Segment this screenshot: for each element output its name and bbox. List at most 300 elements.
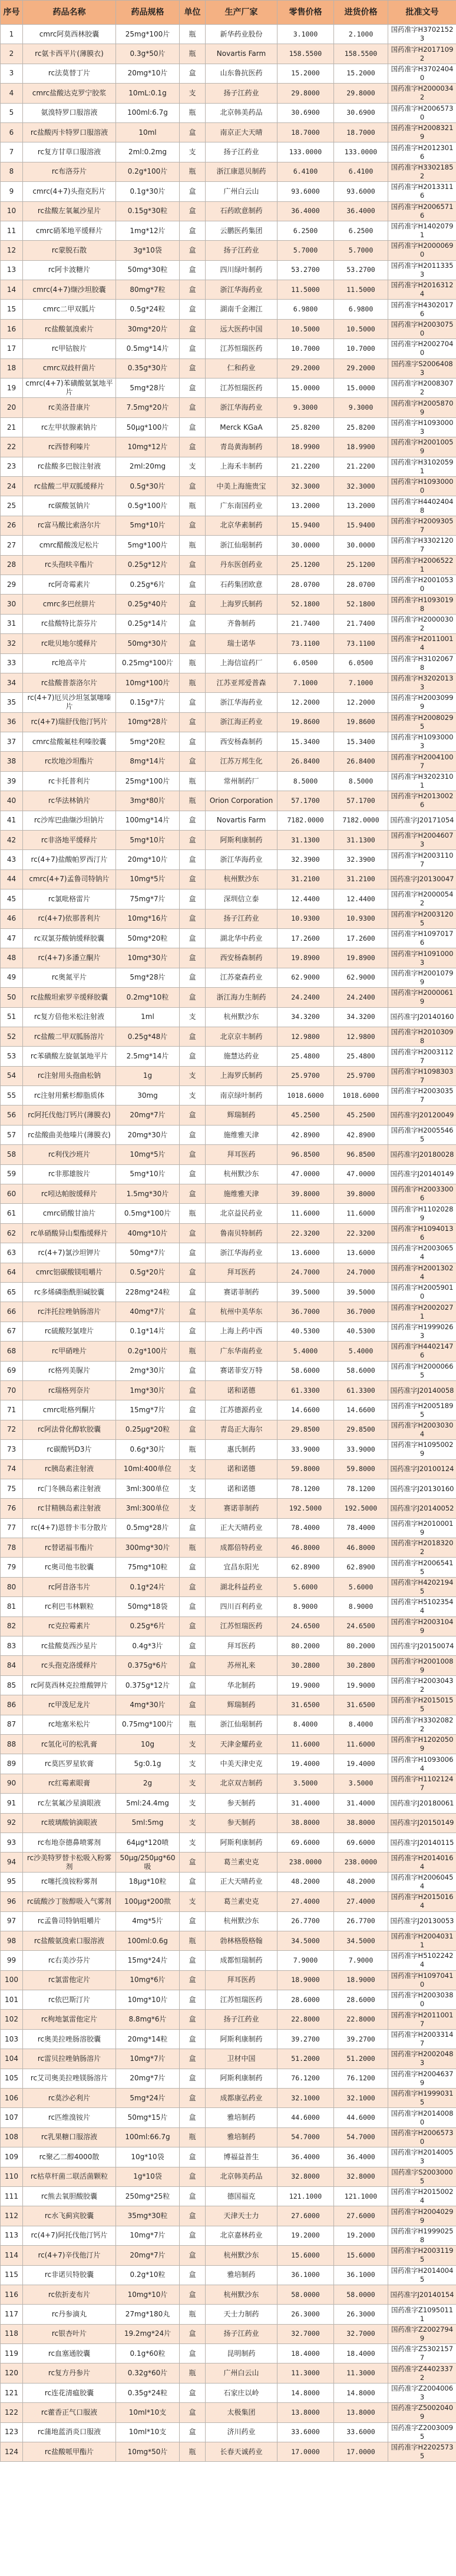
drug-spec-cell: 75mg*7片 [116,889,180,909]
drug-name-cell: rc盐酸曲美他嗪片(薄膜衣) [23,1125,116,1144]
manufacturer-cell: 长春天诚药业 [206,2442,277,2462]
row-index-cell: 120 [1,2363,23,2383]
manufacturer-cell: 扬子江药业 [206,241,277,260]
approval-number-cell: 国药准字H10970410 [388,1970,456,1990]
table-row [1,752,456,771]
unit-cell: 盒 [180,889,206,909]
row-index-cell: 9 [1,182,23,201]
table-row [1,1774,456,1793]
manufacturer-cell: 青岛黄海制药 [206,437,277,457]
row-index-cell: 7 [1,142,23,162]
retail-price-cell: 39.8000 [277,1184,334,1204]
approval-number-cell: 国药准字H20040299 [388,2206,456,2226]
table-row [1,1951,456,1970]
unit-cell: 支 [180,1813,206,1833]
drug-spec-cell: 19.2mg*24片 [116,2324,180,2343]
table-row [1,1911,456,1931]
unit-cell: 盒 [180,182,206,201]
row-index-cell: 29 [1,575,23,594]
table-row [1,653,456,673]
unit-cell: 支 [180,1754,206,1774]
manufacturer-cell: 广东华南药业 [206,1342,277,1361]
purchase-price-cell: 45.2500 [334,1106,388,1125]
drug-name-cell: rc(4+7)盐酸帕罗西汀片 [23,850,116,869]
retail-price-cell: 19.8900 [277,948,334,968]
drug-name-cell: rc丹参滴丸 [23,2305,116,2324]
purchase-price-cell: 39.2700 [334,2029,388,2049]
table-row [1,1184,456,1204]
drug-spec-cell: 2mg*30片 [116,1361,180,1380]
approval-number-cell: 国药准字H20183202 [388,1538,456,1558]
approval-number-cell: 国药准字H20123016 [388,142,456,162]
retail-price-cell: 61.3300 [277,1380,334,1400]
approval-number-cell: 国药准字H11020289 [388,1204,456,1223]
retail-price-cell: 10.7000 [277,339,334,358]
unit-cell: 盒 [180,1106,206,1125]
drug-spec-cell: 3ml:300单位 [116,1499,180,1518]
drug-spec-cell: 250mg*25粒 [116,2186,180,2206]
retail-price-cell: 17.0000 [277,2442,334,2462]
drug-spec-cell: 0.5mg*28片 [116,1518,180,1538]
purchase-price-cell: 29.2000 [334,358,388,378]
drug-name-cell: rc阿奇霉素片 [23,575,116,594]
retail-price-cell: 19.2000 [277,2226,334,2245]
table-row [1,476,456,496]
table-row [1,2246,456,2265]
approval-number-cell: 国药准字H20110017 [388,2010,456,2029]
table-row [1,25,456,44]
row-index-cell: 109 [1,2147,23,2167]
table-row [1,1459,456,1479]
drug-spec-cell: 4mg*5片 [116,1911,180,1931]
approval-number-cell: 国药准字H20020483 [388,2049,456,2069]
row-index-cell: 6 [1,122,23,142]
unit-cell: 瓶 [180,653,206,673]
manufacturer-cell: 云鹏医药集团 [206,221,277,240]
drug-name-cell: rc水飞蓟宾胶囊 [23,2206,116,2226]
retail-price-cell: 96.8500 [277,1145,334,1164]
unit-cell: 盒 [180,1558,206,1577]
retail-price-cell: 12.9800 [277,1027,334,1046]
manufacturer-cell: 新华药业股份 [206,25,277,44]
purchase-price-cell: 6.2500 [334,221,388,240]
drug-spec-cell: 0.25g*12片 [116,555,180,575]
retail-price-cell: 17.2600 [277,928,334,948]
table-row [1,44,456,64]
retail-price-cell: 11.6000 [277,1734,334,1754]
purchase-price-cell: 54.7000 [334,2127,388,2147]
purchase-price-cell: 44.6000 [334,2108,388,2127]
unit-cell: 支 [180,1794,206,1813]
approval-number-cell: 国药准字J20140052 [388,1499,456,1518]
approval-number-cell: 国药准字J20120049 [388,1106,456,1125]
manufacturer-cell: 成都倍特药业 [206,1538,277,1558]
row-index-cell: 117 [1,2305,23,2324]
unit-cell: 盒 [180,2147,206,2167]
purchase-price-cell: 14.6600 [334,1400,388,1420]
row-index-cell: 53 [1,1047,23,1066]
unit-cell: 盒 [180,1302,206,1322]
purchase-price-cell: 31.2100 [334,869,388,889]
table-row [1,221,456,240]
drug-spec-cell: 100ml:6.7g [116,103,180,122]
manufacturer-cell: 苏州礼来 [206,1656,277,1675]
table-row [1,1342,456,1361]
drug-spec-cell: 0.5mg*14片 [116,339,180,358]
row-index-cell: 28 [1,555,23,575]
table-row [1,2363,456,2383]
unit-cell: 盒 [180,1164,206,1184]
drug-spec-cell: 10ml [116,122,180,142]
drug-name-cell: rc头孢呋辛酯片 [23,555,116,575]
drug-spec-cell: 5mg*24片 [116,2089,180,2108]
approval-number-cell: 国药准字H20130026 [388,791,456,811]
approval-number-cell: 国药准字H20027040 [388,339,456,358]
approval-number-cell: 国药准字H20163124 [388,280,456,300]
purchase-price-cell: 58.0000 [334,2285,388,2304]
retail-price-cell: 36.4000 [277,2147,334,2167]
drug-name-cell: cmrc铝碳酸镁咀嚼片 [23,1263,116,1282]
retail-price-cell: 42.8900 [277,1125,334,1144]
row-index-cell: 79 [1,1558,23,1577]
purchase-price-cell: 32.8000 [334,2167,388,2186]
retail-price-cell: 36.1000 [277,2265,334,2285]
unit-cell: 盒 [180,2324,206,2343]
manufacturer-cell: 杭州默沙东 [206,1164,277,1184]
row-index-cell: 72 [1,1420,23,1439]
retail-price-cell: 62.8900 [277,1558,334,1577]
row-index-cell: 47 [1,928,23,948]
row-index-cell: 85 [1,1675,23,1695]
drug-spec-cell: 80mg*7粒 [116,280,180,300]
retail-price-cell: 36.7000 [277,1302,334,1322]
drug-spec-cell: 5mg*10片 [116,1164,180,1184]
table-row [1,791,456,811]
table-row [1,1145,456,1164]
drug-spec-cell: 20mg*7片 [116,1106,180,1125]
unit-cell: 盒 [180,319,206,338]
manufacturer-cell: 德国福克 [206,2186,277,2206]
manufacturer-cell: 杭州默沙东 [206,869,277,889]
unit-cell: 盒 [180,221,206,240]
approval-number-cell: 国药准字Z53021577 [388,2344,456,2363]
unit-cell: 盒 [180,2422,206,2442]
unit-cell: 盒 [180,752,206,771]
retail-price-cell: 21.2200 [277,457,334,476]
unit-cell: 盒 [180,417,206,437]
retail-price-cell: 45.2500 [277,1106,334,1125]
drug-spec-cell: 10ml*10支 [116,2422,180,2442]
purchase-price-cell: 80.2000 [334,1636,388,1656]
row-index-cell: 115 [1,2265,23,2285]
manufacturer-cell: 扬子江药业 [206,909,277,928]
drug-name-cell: rc孟鲁司特钠咀嚼片 [23,1911,116,1931]
purchase-price-cell: 33.9000 [334,1440,388,1459]
approval-number-cell: 国药准字Z20027949 [388,2324,456,2343]
drug-spec-cell: 10mg*7片 [116,2226,180,2245]
header-row [1,1,456,25]
purchase-price-cell: 69.6000 [334,1833,388,1852]
approval-number-cell: 国药准字H20150164 [388,1892,456,1911]
purchase-price-cell: 17.2600 [334,928,388,948]
unit-cell: 支 [180,84,206,103]
drug-name-cell: rc(4+7)辛伐他汀片 [23,2246,116,2265]
retail-price-cell: 19.4000 [277,1754,334,1774]
retail-price-cell: 3.1000 [277,25,334,44]
drug-spec-cell: 10mg*28片 [116,712,180,732]
drug-spec-cell: 0.2g*100片 [116,162,180,181]
purchase-price-cell: 8.4000 [334,1715,388,1734]
row-index-cell: 46 [1,909,23,928]
approval-number-cell: 国药准字H20059010 [388,1283,456,1302]
table-row [1,673,456,692]
drug-name-cell: rc噻托溴铵粉雾剂 [23,1872,116,1891]
retail-price-cell: 10.9300 [277,909,334,928]
purchase-price-cell: 26.3000 [334,2305,388,2324]
drug-name-cell: rc氢化可的松乳膏 [23,1734,116,1754]
manufacturer-cell: 成都康弘药业 [206,2089,277,2108]
table-row [1,1892,456,1911]
row-index-cell: 80 [1,1577,23,1596]
header-retail-price: 零售价格 [277,1,334,25]
retail-price-cell: 36.4000 [277,201,334,221]
row-index-cell: 119 [1,2344,23,2363]
drug-spec-cell: 10mg*5片 [116,869,180,889]
manufacturer-cell: 杭州默沙东 [206,1007,277,1027]
row-index-cell: 105 [1,2069,23,2088]
retail-price-cell: 5.7000 [277,241,334,260]
table-row [1,555,456,575]
retail-price-cell: 13.8000 [277,2403,334,2422]
retail-price-cell: 57.1700 [277,791,334,811]
unit-cell: 支 [180,1066,206,1085]
drug-spec-cell: 2.5mg*14片 [116,1047,180,1066]
purchase-price-cell: 76.1200 [334,2069,388,2088]
table-row [1,1518,456,1538]
drug-spec-cell: 20mg*14粒 [116,2029,180,2049]
purchase-price-cell: 10.9300 [334,909,388,928]
retail-price-cell: 58.6000 [277,1361,334,1380]
row-index-cell: 36 [1,712,23,732]
drug-spec-cell: 20mg*30片 [116,1125,180,1144]
purchase-price-cell: 25.9700 [334,1066,388,1085]
table-row [1,1636,456,1656]
drug-name-cell: rc雷贝拉唑钠肠溶片 [23,2049,116,2069]
table-row [1,64,456,83]
unit-cell: 瓶 [180,1440,206,1459]
manufacturer-cell: 宜昌东阳光 [206,1558,277,1577]
row-index-cell: 74 [1,1459,23,1479]
purchase-price-cell: 18.9900 [334,437,388,457]
retail-price-cell: 12.4400 [277,889,334,909]
unit-cell: 盒 [180,614,206,633]
unit-cell: 瓶 [180,162,206,181]
table-row [1,850,456,869]
purchase-price-cell: 73.1100 [334,634,388,653]
table-row [1,2324,456,2343]
retail-price-cell: 38.8000 [277,1813,334,1833]
drug-name-cell: rc乳果糖口服溶液 [23,2127,116,2147]
drug-name-cell: rc枸地氯雷他定片 [23,2010,116,2029]
drug-name-cell: rc盐酸二甲双胍缓释片 [23,476,116,496]
drug-spec-cell: 0.375g*6片 [116,1656,180,1675]
table-row [1,1656,456,1675]
unit-cell: 盒 [180,693,206,712]
unit-cell: 盒 [180,1951,206,1970]
unit-cell: 盒 [180,1695,206,1715]
unit-cell: 盒 [180,1184,206,1204]
approval-number-cell: 国药准字H22025735 [388,2442,456,2462]
drug-name-cell: rc复方甘草口服溶液 [23,142,116,162]
row-index-cell: 96 [1,1892,23,1911]
drug-name-cell: rc单硝酸异山梨酯缓释片 [23,1223,116,1243]
approval-number-cell: 国药准字J20171054 [388,811,456,830]
drug-spec-cell: 4mg*30片 [116,1695,180,1715]
row-index-cell: 89 [1,1754,23,1774]
drug-name-cell: rc头孢克洛缓释片 [23,1656,116,1675]
table-row [1,1754,456,1774]
unit-cell: 瓶 [180,44,206,64]
manufacturer-cell: 浙江华海药业 [206,693,277,712]
row-index-cell: 116 [1,2285,23,2304]
manufacturer-cell: 扬子江药业 [206,84,277,103]
drug-spec-cell: 5mg*100片 [116,536,180,555]
drug-spec-cell: 0.32g*60片 [116,2363,180,2383]
purchase-price-cell: 29.8000 [334,84,388,103]
drug-name-cell: rc奥司他韦胶囊 [23,1558,116,1577]
drug-spec-cell: 8mg*14片 [116,752,180,771]
manufacturer-cell: 中美天津史克 [206,1754,277,1774]
unit-cell: 盒 [180,64,206,83]
approval-number-cell: 国药准字H20010530 [388,575,456,594]
approval-number-cell: 国药准字H20058709 [388,398,456,417]
retail-price-cell: 5.6000 [277,1577,334,1596]
retail-price-cell: 31.2100 [277,869,334,889]
approval-number-cell: 国药准字H19990315 [388,2089,456,2108]
approval-number-cell: 国药准字H20140053 [388,2147,456,2167]
purchase-price-cell: 26.8400 [334,752,388,771]
row-index-cell: 41 [1,811,23,830]
retail-price-cell: 11.5000 [277,280,334,300]
purchase-price-cell: 8.5000 [334,771,388,791]
approval-number-cell: 国药准字Z50020409 [388,2403,456,2422]
retail-price-cell: 28.0700 [277,575,334,594]
table-row [1,2127,456,2147]
unit-cell: 盒 [180,1027,206,1046]
purchase-price-cell: 78.1200 [334,1479,388,1498]
manufacturer-cell: 石药欧意制药 [206,201,277,221]
purchase-price-cell: 11.5000 [334,280,388,300]
unit-cell: 支 [180,1734,206,1754]
approval-number-cell: 国药准字H10930000 [388,476,456,496]
unit-cell: 盒 [180,1420,206,1439]
approval-number-cell: 国药准字J20140058 [388,1380,456,1400]
drug-name-cell: rc地高辛片 [23,653,116,673]
unit-cell: 盒 [180,928,206,948]
drug-name-cell: cmrc(4+7)缬沙坦胶囊 [23,280,116,300]
drug-name-cell: rc门冬胰岛素注射液 [23,1479,116,1498]
manufacturer-cell: 浙江仙琚制药 [206,536,277,555]
retail-price-cell: 30.0000 [277,536,334,555]
retail-price-cell: 53.2700 [277,260,334,280]
table-row [1,1302,456,1322]
drug-name-cell: cmrc阿莫西林胶囊 [23,25,116,44]
unit-cell: 盒 [180,280,206,300]
manufacturer-cell: 仁和药业 [206,358,277,378]
drug-name-cell: rc氨卡西平片(薄膜衣) [23,44,116,64]
retail-price-cell: 6.4100 [277,162,334,181]
approval-number-cell: 国药准字H20171092 [388,44,456,64]
drug-spec-cell: 300mg*30片 [116,1538,180,1558]
retail-price-cell: 11.6000 [277,1204,334,1223]
row-index-cell: 91 [1,1794,23,1813]
unit-cell: 支 [180,1892,206,1911]
retail-price-cell: 6.9800 [277,300,334,319]
table-row [1,536,456,555]
approval-number-cell: 国药准字H10940136 [388,1223,456,1243]
table-row [1,2344,456,2363]
row-index-cell: 14 [1,280,23,300]
row-index-cell: 11 [1,221,23,240]
unit-cell: 盒 [180,811,206,830]
table-row [1,201,456,221]
drug-spec-cell: 30mg [116,1086,180,1106]
drug-spec-cell: 100μg*200揿 [116,1892,180,1911]
drug-name-cell: rc银杏叶片 [23,2324,116,2343]
retail-price-cell: 27.4000 [277,1892,334,1911]
row-index-cell: 13 [1,260,23,280]
manufacturer-cell: 上海罗氏制药 [206,1066,277,1085]
drug-spec-cell: 25mg*100片 [116,25,180,44]
approval-number-cell: 国药准字H20000542 [388,889,456,909]
table-row [1,1538,456,1558]
manufacturer-cell: 江苏亚邦爱普森 [206,673,277,692]
retail-price-cell: 15.6000 [277,2246,334,2265]
purchase-price-cell: 158.5500 [334,44,388,64]
table-row [1,2049,456,2069]
row-index-cell: 64 [1,1263,23,1282]
purchase-price-cell: 21.7400 [334,614,388,633]
unit-cell: 盒 [180,1636,206,1656]
row-index-cell: 111 [1,2186,23,2206]
purchase-price-cell: 36.4000 [334,201,388,221]
table-row [1,2010,456,2029]
purchase-price-cell: 238.0000 [334,1853,388,1872]
row-index-cell: 58 [1,1145,23,1164]
purchase-price-cell: 51.2000 [334,2049,388,2069]
purchase-price-cell: 121.1000 [334,2186,388,2206]
purchase-price-cell: 21.2200 [334,457,388,476]
approval-number-cell: 国药准字H20030654 [388,1243,456,1263]
drug-name-cell: rc吡贝地尔缓释片 [23,634,116,653]
purchase-price-cell: 7.1000 [334,673,388,692]
row-index-cell: 15 [1,300,23,319]
manufacturer-cell: 四川绿叶制药 [206,260,277,280]
table-row [1,1400,456,1420]
drug-name-cell: rc(4+7)厄贝沙坦氢氯噻嗪片 [23,693,116,712]
manufacturer-cell: 北京韩美药品 [206,2167,277,2186]
retail-price-cell: 34.3200 [277,1007,334,1027]
approval-number-cell: 国药准字H20110014 [388,634,456,653]
table-row [1,2403,456,2422]
row-index-cell: 50 [1,988,23,1007]
approval-number-cell: 国药准字H20030357 [388,1086,456,1106]
retail-price-cell: 13.2000 [277,496,334,516]
unit-cell: 盒 [180,595,206,614]
drug-spec-cell: 20mg*10片 [116,64,180,83]
table-row [1,2305,456,2324]
purchase-price-cell: 11.6000 [334,1734,388,1754]
